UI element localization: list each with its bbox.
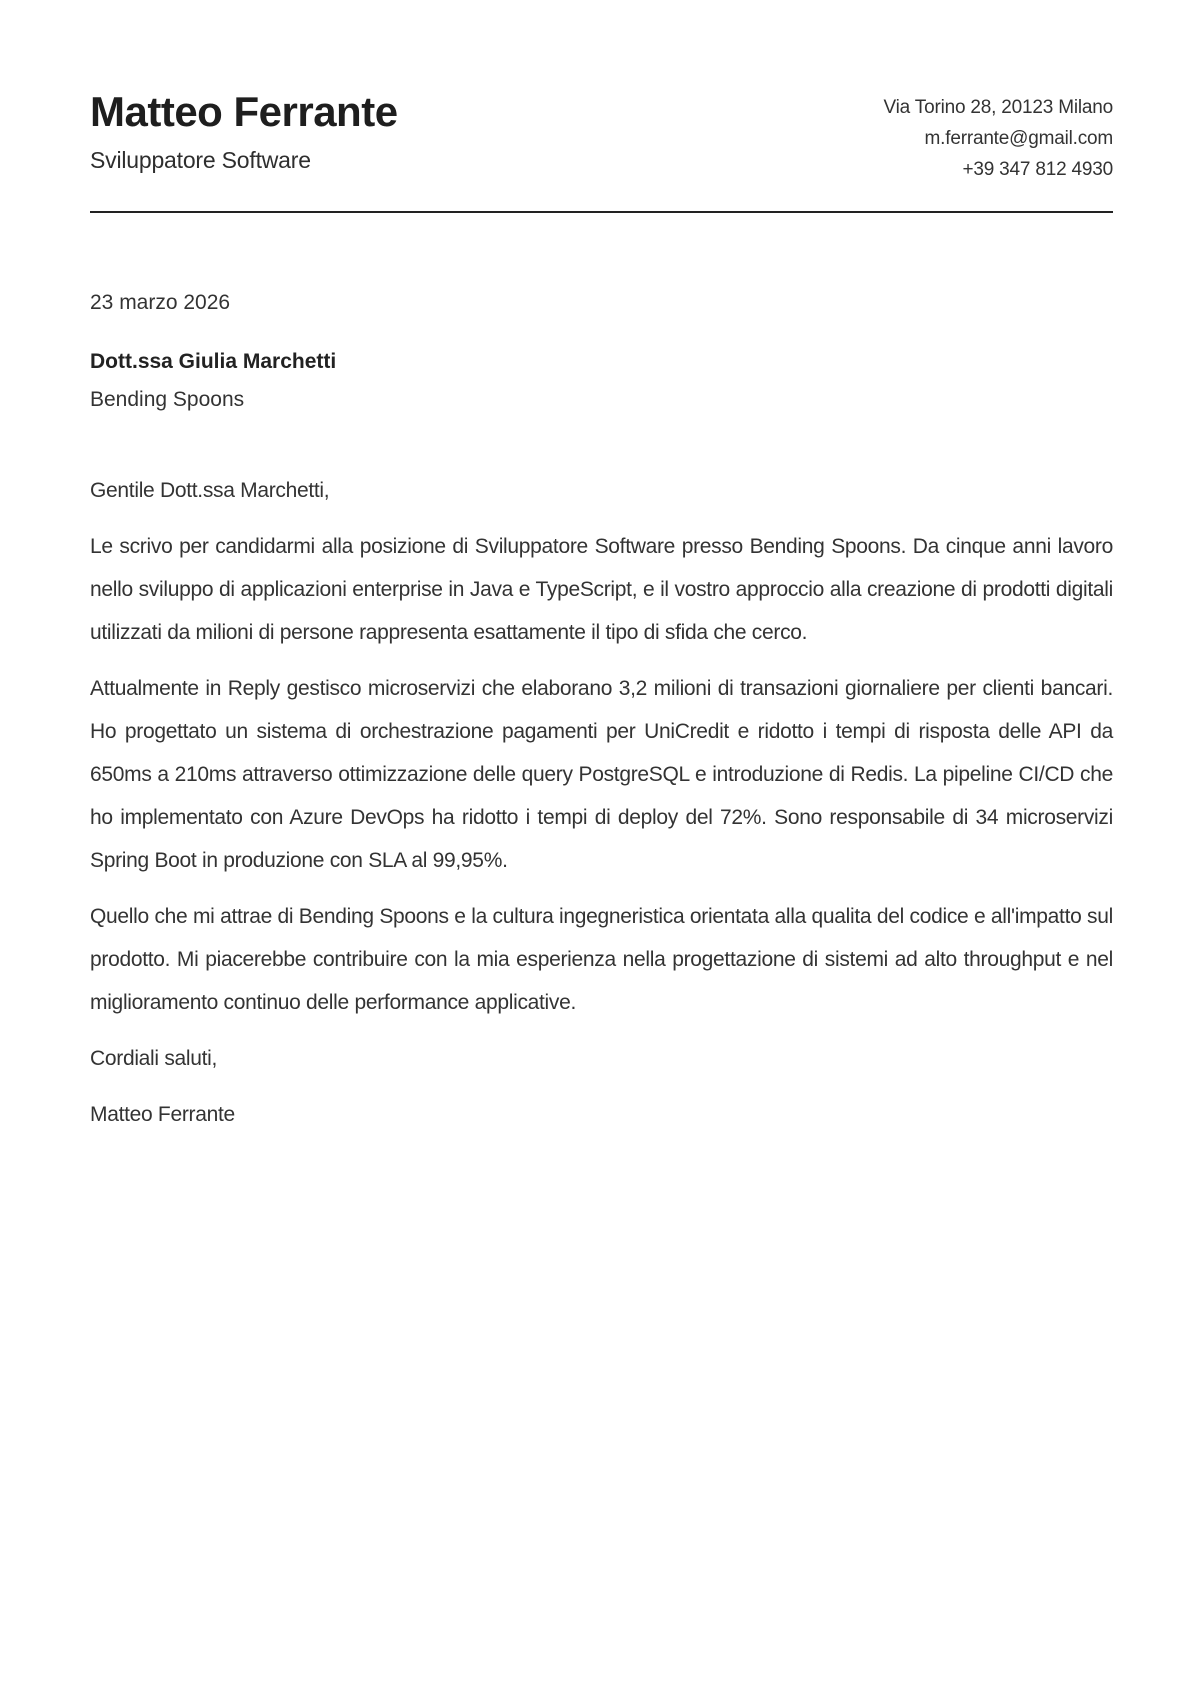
header-divider: [90, 211, 1113, 213]
recipient-name: Dott.ssa Giulia Marchetti: [90, 350, 337, 373]
salutation: Gentile Dott.ssa Marchetti,: [90, 479, 330, 502]
letter-body: [90, 469, 1113, 1136]
recipient-block: [90, 343, 1113, 419]
sender-address: Via Torino 28, 20123 Milano: [883, 97, 1113, 118]
body-paragraph-1: Le scrivo per candidarmi alla posizione di Sviluppatore Software presso Bending Spoons. Da cinque anni lavoro nello sviluppo di applicazioni enterprise in Java e TypeScript, e il vostro approccio alla creazione di prodotti digitali utilizzati da milioni di persone rappresenta esattamente il tipo di sfida che cerco.: [90, 535, 1113, 644]
sender-job-title: Sviluppatore Software: [90, 147, 311, 174]
sender-identity: [90, 88, 398, 174]
letter-header: [90, 88, 1113, 185]
recipient-company: Bending Spoons: [90, 388, 245, 411]
sender-name: Matteo Ferrante: [90, 88, 398, 135]
body-paragraph-3: Quello che mi attrae di Bending Spoons e la cultura ingegneristica orientata alla qualita del codice e all'impatto sul prodotto. Mi piacerebbe contribuire con la mia esperienza nella progettazione di sistemi ad alto throughput e nel miglioramento continuo delle performance applicative.: [90, 905, 1113, 1014]
body-paragraph-2: Attualmente in Reply gestisco microservizi che elaborano 3,2 milioni di transazioni giornaliere per clienti bancari. Ho progettato un sistema di orchestrazione pagamenti per UniCredit e ridotto i tempi di risposta delle API da 650ms a 210ms attraverso ottimizzazione delle query PostgreSQL e introduzione di Redis. La pipeline CI/CD che ho implementato con Azure DevOps ha ridotto i tempi di deploy del 72%. Sono responsabile di 34 microservizi Spring Boot in produzione con SLA al 99,95%.: [90, 677, 1113, 872]
sender-contact-block: [884, 88, 1113, 185]
closing-line: Cordiali saluti,: [90, 1047, 218, 1070]
sender-email: m.ferrante@gmail.com: [924, 128, 1113, 149]
letter-date: 23 marzo 2026: [90, 291, 231, 314]
sender-phone: +39 347 812 4930: [962, 159, 1113, 180]
signature-name: Matteo Ferrante: [90, 1103, 235, 1126]
